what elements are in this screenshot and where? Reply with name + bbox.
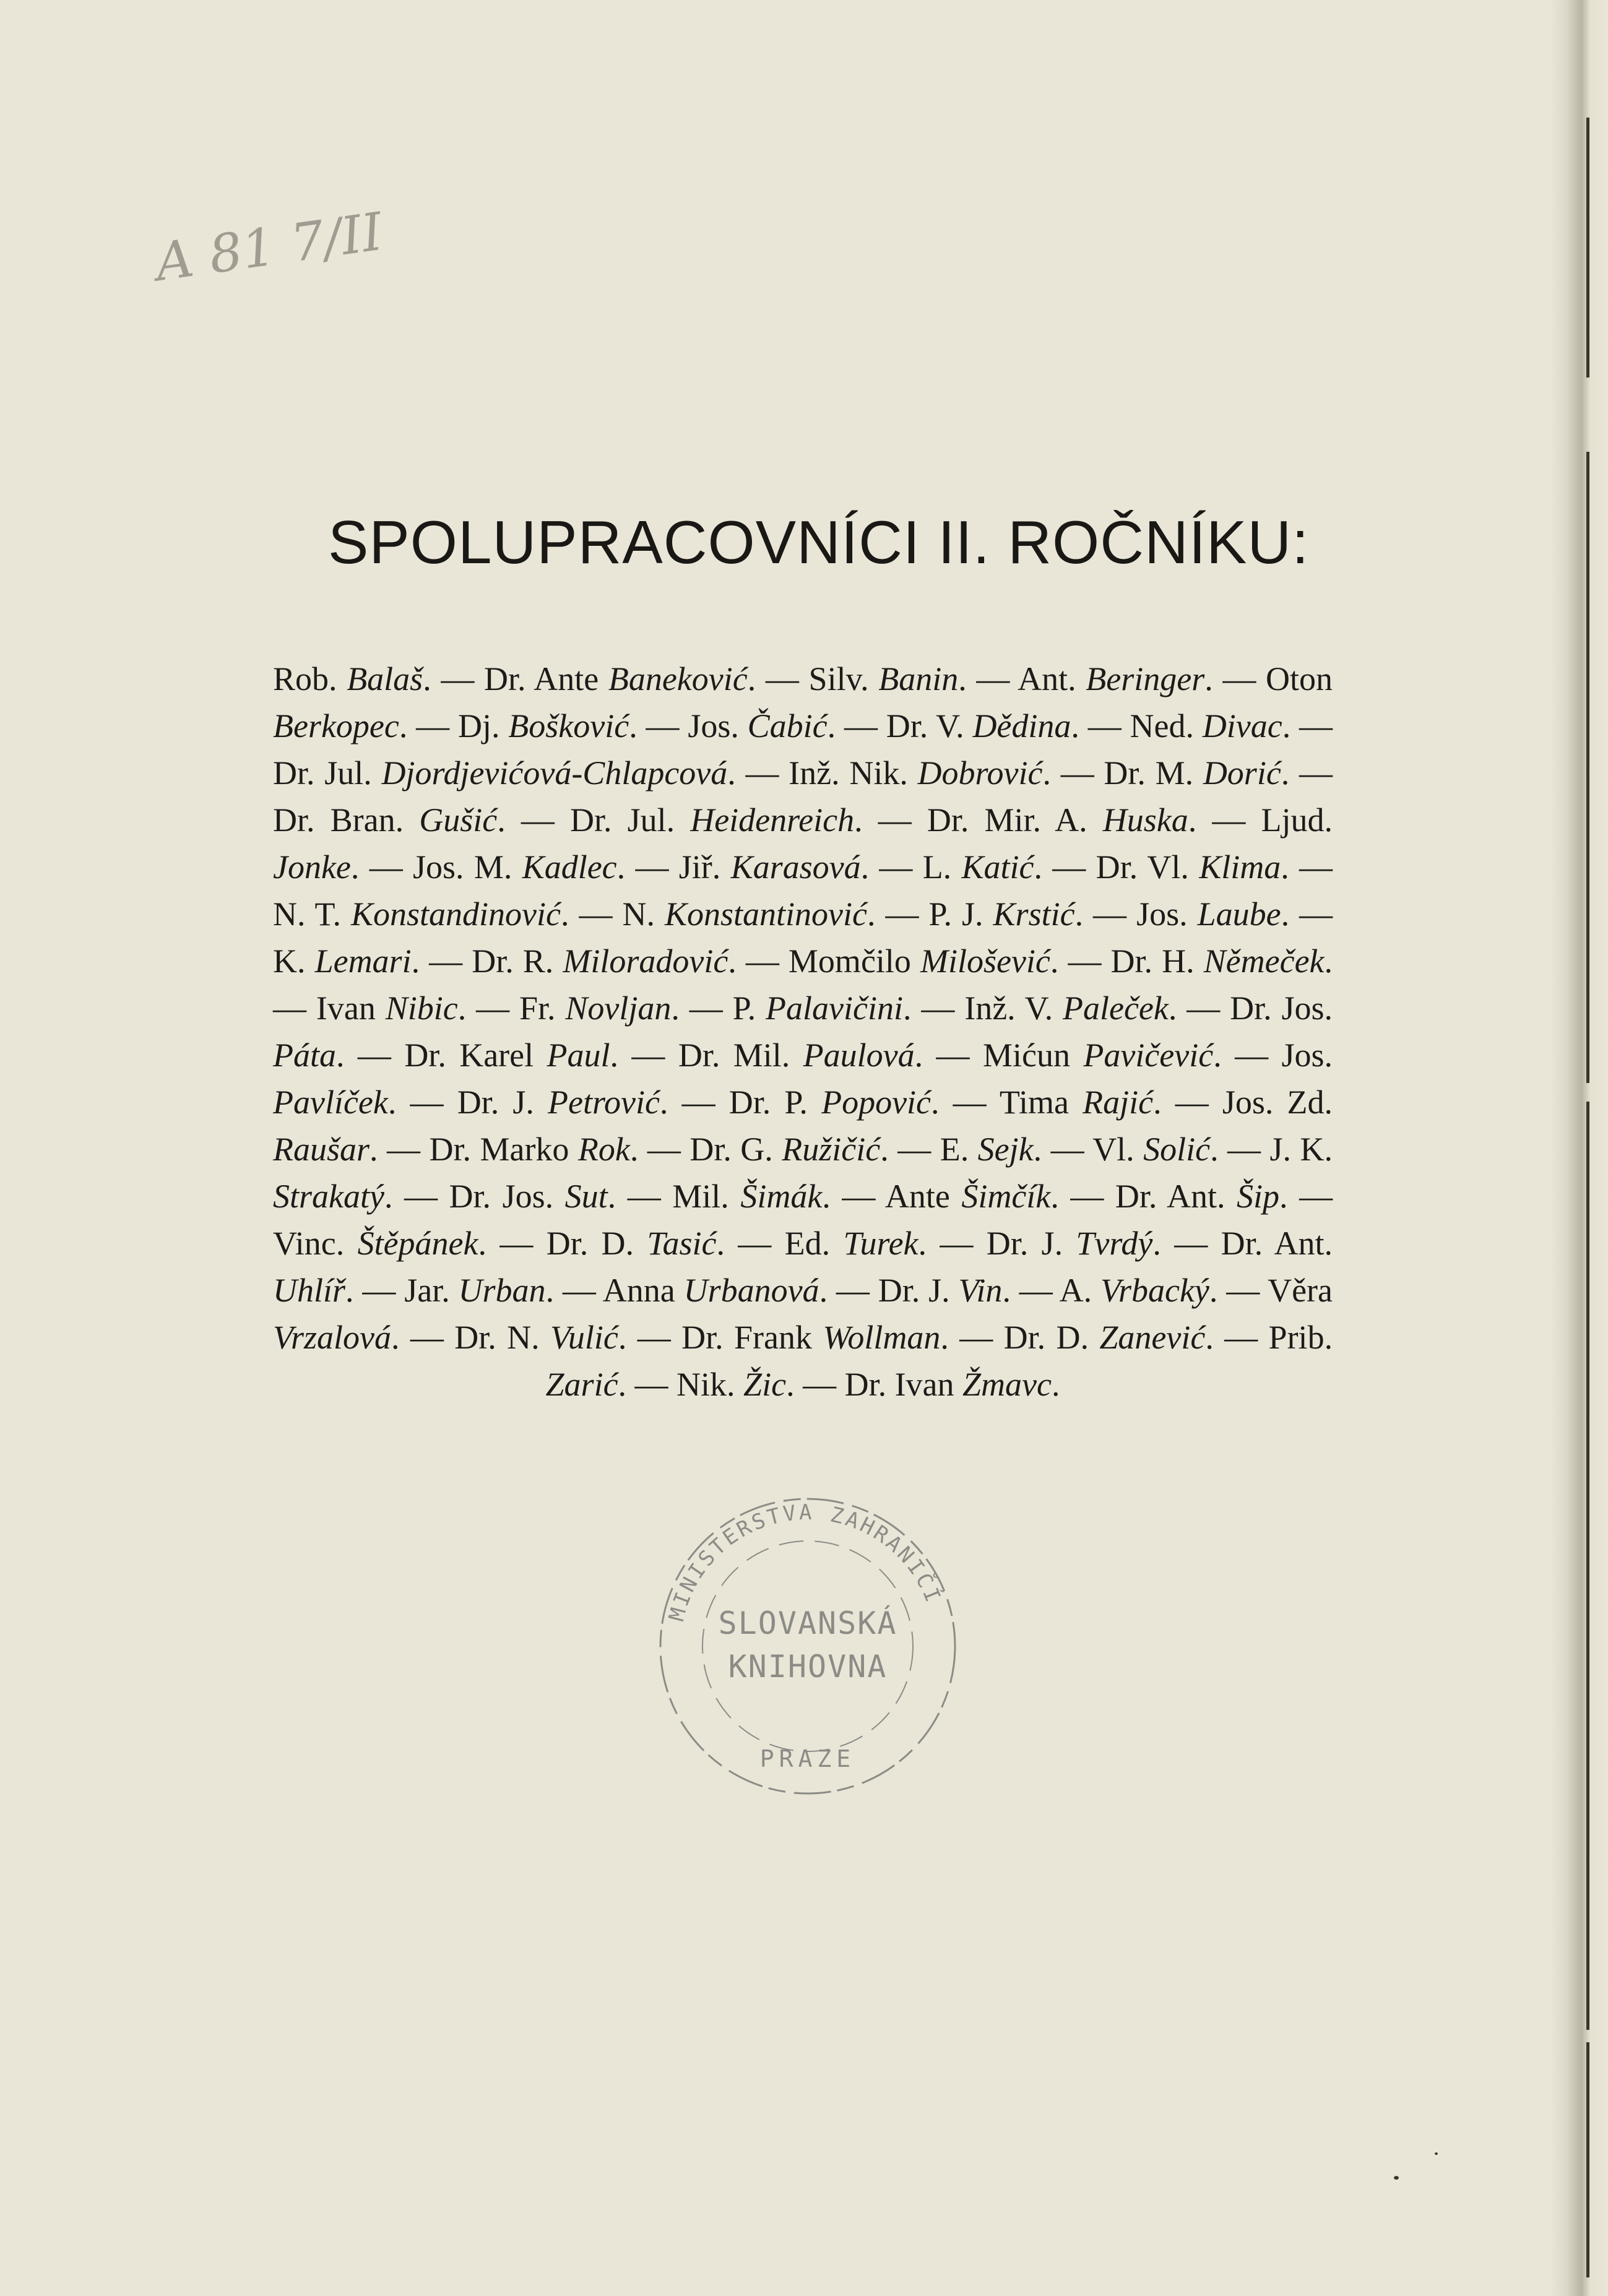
- contributor-surname: Konstantinović: [664, 896, 867, 933]
- entry-separator: —: [1287, 1178, 1333, 1215]
- contributor-surname: Gušić: [419, 801, 498, 839]
- contributor-surname: Balaš: [347, 660, 423, 697]
- contributor-entry: Inž. V.: [964, 990, 1063, 1027]
- entry-separator: —: [927, 1225, 987, 1262]
- contributor-surname: Urban: [458, 1272, 546, 1309]
- contributor-entry: Dr. H.: [1110, 943, 1204, 980]
- contributor-surname: Solić: [1143, 1131, 1211, 1168]
- contributor-entry: Inž. Nik.: [789, 754, 918, 792]
- entry-separator: —: [1010, 1272, 1060, 1309]
- entry-separator: —: [869, 848, 923, 886]
- contributor-entry: Dr. Ant.: [1115, 1178, 1237, 1215]
- binding-edge: [1549, 0, 1608, 2296]
- contributor-surname: Lemari: [314, 943, 412, 980]
- contributor-entry: Dr. R.: [472, 943, 563, 980]
- contributor-surname: Konstandinović: [351, 896, 561, 933]
- contributor-surname: Němeček: [1203, 943, 1325, 980]
- contributor-entry: L.: [922, 848, 962, 886]
- entry-separator: —: [1289, 754, 1333, 792]
- contributor-entry: Dr. M.: [1104, 754, 1203, 792]
- entry-separator: —: [626, 1319, 682, 1356]
- contributor-surname: Banin: [878, 660, 959, 697]
- contributor-entry: Silv.: [808, 660, 879, 697]
- contributor-surname: Šimčík: [961, 1178, 1051, 1215]
- contributor-surname: Karasová: [730, 848, 861, 886]
- contributor-surname: Laube: [1197, 896, 1281, 933]
- entry-separator: —: [399, 1319, 455, 1356]
- contributor-surname: Kadlec: [522, 848, 617, 886]
- contributor-surname: Zarić: [545, 1366, 618, 1403]
- contributor-surname: Huska: [1102, 801, 1188, 839]
- entry-separator: —: [1079, 707, 1130, 744]
- contributor-entry: Dr. Frank: [681, 1319, 823, 1356]
- contributor-surname: Djordjevićová-Chlapcová: [381, 754, 728, 792]
- entry-separator: —: [1289, 848, 1333, 886]
- contributor-entry: Ivan: [316, 990, 386, 1027]
- contributor-entry: Fr.: [519, 990, 566, 1027]
- contributor-surname: Vrzalová: [273, 1319, 391, 1356]
- contributor-surname: Novljan: [565, 990, 672, 1027]
- contributor-surname: Páta: [273, 1037, 336, 1074]
- contributor-entry: Dr. G.: [689, 1131, 782, 1168]
- entry-separator: —: [637, 707, 688, 744]
- contributor-entry: Dr. Ant.: [1221, 1225, 1333, 1262]
- entry-separator: —: [378, 1131, 430, 1168]
- contributor-entry: Ned.: [1130, 707, 1203, 744]
- contributor-surname: Vrbacký: [1100, 1272, 1209, 1309]
- contributor-surname: Palavičini: [766, 990, 903, 1027]
- stamp-line-1: SLOVANSKÁ: [718, 1605, 897, 1641]
- contributor-entry: Ant.: [1018, 660, 1086, 697]
- contributor-entry: Dr. D.: [1003, 1319, 1100, 1356]
- contributor-surname: Nibic: [385, 990, 458, 1027]
- entry-separator: —: [1213, 1319, 1269, 1356]
- entry-separator: —: [1196, 801, 1261, 839]
- contributor-entry: Anna: [602, 1272, 684, 1309]
- contributor-surname: Štěpánek: [357, 1225, 478, 1262]
- binding-line-bottom: [1586, 2042, 1589, 2277]
- entry-separator: —: [1058, 943, 1111, 980]
- contributor-surname: Sut: [564, 1178, 608, 1215]
- contributor-surname: Strakatý: [273, 1178, 384, 1215]
- entry-separator: —: [1161, 1084, 1222, 1121]
- contributor-surname: Dorić: [1203, 754, 1281, 792]
- entry-separator: —: [828, 1272, 878, 1309]
- entry-separator: —: [359, 848, 413, 886]
- entry-separator: —: [396, 1084, 457, 1121]
- contributor-surname: Žmavc: [962, 1366, 1052, 1403]
- contributor-entry: Vinc.: [273, 1225, 358, 1262]
- entry-separator: —: [966, 660, 1018, 697]
- contributor-surname: Uhlíř: [273, 1272, 346, 1309]
- contributor-surname: Rajić: [1083, 1084, 1154, 1121]
- contributor-entry: P.: [732, 990, 766, 1027]
- contributor-surname: Wollman: [823, 1319, 941, 1356]
- binding-line-lower: [1586, 1102, 1589, 2030]
- contributor-entry: Dr. Vl.: [1096, 848, 1200, 886]
- entry-separator: —: [392, 1178, 449, 1215]
- contributor-entry: Momčilo: [788, 943, 920, 980]
- entry-separator: —: [618, 1037, 678, 1074]
- entry-separator: —: [626, 1366, 677, 1403]
- contributor-surname: Berkopec: [273, 707, 399, 744]
- entry-separator: —: [668, 1084, 729, 1121]
- contributor-entry: A.: [1059, 1272, 1100, 1309]
- contributor-surname: Zanević: [1099, 1319, 1206, 1356]
- contributor-entry: Jos. Zd.: [1222, 1084, 1333, 1121]
- entry-separator: —: [679, 990, 733, 1027]
- entry-separator: —: [1050, 754, 1104, 792]
- entry-separator: —: [431, 660, 485, 697]
- contributor-surname: Tasić: [647, 1225, 717, 1262]
- entry-separator: —: [923, 1037, 983, 1074]
- contributor-surname: Pavlíček: [273, 1084, 388, 1121]
- contributor-entry: N. T.: [273, 896, 351, 933]
- contributor-surname: Turek: [843, 1225, 919, 1262]
- contributor-entry: Dr. N.: [454, 1319, 550, 1356]
- contributor-entry: Jos.: [1136, 896, 1198, 933]
- contributor-entry: N.: [622, 896, 665, 933]
- entry-separator: —: [569, 896, 623, 933]
- contributor-surname: Jonke: [273, 848, 351, 886]
- contributor-entry: Dr. Jul.: [569, 801, 691, 839]
- contributor-entry: P. J.: [928, 896, 993, 933]
- contributor-surname: Sejk: [977, 1131, 1034, 1168]
- entry-separator: —: [1217, 1272, 1268, 1309]
- contributor-surname: Petrović: [548, 1084, 660, 1121]
- contributor-entry: Dj.: [457, 707, 509, 744]
- contributor-entry: Mil.: [672, 1178, 741, 1215]
- entry-separator: —: [830, 1178, 885, 1215]
- contributor-entry: Dr. Jos.: [449, 1178, 565, 1215]
- binding-line-middle: [1586, 452, 1589, 1083]
- contributor-surname: Tvrdý: [1076, 1225, 1153, 1262]
- contributor-entry: Věra: [1268, 1272, 1333, 1309]
- entry-separator: —: [625, 848, 679, 886]
- contributor-surname: Popović: [821, 1084, 932, 1121]
- contributor-entry: K.: [273, 943, 315, 980]
- entry-separator: —: [466, 990, 519, 1027]
- contributor-entry: Oton: [1266, 660, 1333, 697]
- entry-separator: —: [756, 660, 809, 697]
- entry-separator: —: [1042, 1131, 1093, 1168]
- entry-separator: —: [273, 990, 316, 1027]
- contributor-entry: Dr. Jul.: [273, 754, 382, 792]
- entry-separator: —: [486, 1225, 547, 1262]
- contributor-entry: Dr. Bran.: [273, 801, 420, 839]
- contributor-entry: Mićun: [982, 1037, 1084, 1074]
- entry-separator: —: [1218, 1131, 1270, 1168]
- entry-separator: —: [888, 1131, 940, 1168]
- entry-separator: —: [1161, 1225, 1221, 1262]
- contributor-entry: Jos. M.: [413, 848, 522, 886]
- entry-separator: —: [1083, 896, 1137, 933]
- contributor-surname: Krstić: [993, 896, 1075, 933]
- contributor-surname: Pavičević: [1083, 1037, 1214, 1074]
- entry-separator: —: [1058, 1178, 1115, 1215]
- contributor-entry: Ljud.: [1261, 801, 1333, 839]
- contributor-surname: Milošević: [920, 943, 1050, 980]
- entry-separator: —: [420, 943, 472, 980]
- contributor-surname: Dědina: [972, 707, 1071, 744]
- entry-separator: —: [1042, 848, 1096, 886]
- stamp-ring-text: MINISTERSTVA ZAHRANIČÍ: [664, 1500, 946, 1624]
- entry-separator: —: [505, 801, 570, 839]
- entry-separator: —: [616, 1178, 673, 1215]
- pencil-shelfmark: A 81 7/II: [151, 201, 387, 293]
- contributor-surname: Paul: [547, 1037, 610, 1074]
- contributor-surname: Vulić: [550, 1319, 618, 1356]
- contributor-surname: Bošković: [508, 707, 629, 744]
- contributor-entry: Dr. Ivan: [844, 1366, 963, 1403]
- contributor-entry: Dr. V.: [886, 707, 973, 744]
- contributor-surname: Miloradović: [563, 943, 728, 980]
- contributor-surname: Šip: [1237, 1178, 1280, 1215]
- entry-separator: —: [735, 754, 789, 792]
- contributor-surname: Heidenreich: [690, 801, 855, 839]
- contributor-surname: Urbanová: [683, 1272, 819, 1309]
- entry-separator: —: [1221, 1037, 1282, 1074]
- contributor-entry: Dr. D.: [546, 1225, 647, 1262]
- contributor-entry: Dr. Ante: [484, 660, 608, 697]
- library-stamp: [653, 1491, 962, 1801]
- entry-separator: —: [736, 943, 789, 980]
- stamp-bottom-text: PRAZE: [759, 1745, 856, 1772]
- contributor-surname: Paleček: [1063, 990, 1169, 1027]
- entry-separator: —: [862, 801, 927, 839]
- contributor-surname: Paulová: [803, 1037, 915, 1074]
- entry-separator: —: [911, 990, 965, 1027]
- entry-separator: —: [948, 1319, 1004, 1356]
- contributor-surname: Klima: [1199, 848, 1281, 886]
- contributor-entry: Rob.: [273, 660, 347, 697]
- contributor-entry: Jiř.: [678, 848, 731, 886]
- contributor-entry: Jar.: [404, 1272, 459, 1309]
- contributor-surname: Beringer: [1086, 660, 1205, 697]
- contributor-surname: Šimák: [740, 1178, 823, 1215]
- entry-separator: —: [1212, 660, 1266, 697]
- contributor-surname: Baneković: [608, 660, 748, 697]
- entry-separator: —: [939, 1084, 1000, 1121]
- entry-separator: —: [344, 1037, 405, 1074]
- contributor-surname: Dobrović: [917, 754, 1043, 792]
- contributor-entry: Dr. Mir. A.: [927, 801, 1103, 839]
- contributor-entry: Dr. J.: [878, 1272, 959, 1309]
- entry-separator: —: [875, 896, 929, 933]
- entry-separator: —: [836, 707, 886, 744]
- stamp-line-2: KNIHOVNA: [728, 1649, 888, 1685]
- entry-separator: —: [1290, 707, 1333, 744]
- contributor-entry: Jos.: [1281, 1037, 1333, 1074]
- entry-separator: —: [1177, 990, 1230, 1027]
- contributor-entry: Dr. J.: [457, 1084, 548, 1121]
- entry-separator: —: [554, 1272, 603, 1309]
- contributor-entry: Tima: [999, 1084, 1083, 1121]
- entry-separator: —: [724, 1225, 785, 1262]
- contributor-surname: Raušar: [273, 1131, 370, 1168]
- contributor-entry: Jos.: [688, 707, 748, 744]
- contributor-surname: Katić: [961, 848, 1034, 886]
- contributor-surname: Čabić: [747, 707, 828, 744]
- contributor-entry: Dr. P.: [728, 1084, 822, 1121]
- contributor-entry: Dr. Marko: [429, 1131, 578, 1168]
- binding-line-top: [1586, 118, 1589, 378]
- contributor-entry: E.: [940, 1131, 978, 1168]
- entry-separator: —: [1289, 896, 1333, 933]
- entry-separator: —: [407, 707, 458, 744]
- contributors-list: Rob. Balaš. — Dr. Ante Baneković. — Silv. Banin. — Ant. Beringer. — Oton Berkopec. — Dj. Bošković. — Jos. Čabić. — Dr. V. Dědina. — Ned. Divac. — Dr. Jul. Djordjevićová-Chlapcová. — Inž. Nik. Dobrović. — Dr. M. Dorić. — Dr. Bran. Gušić. — Dr. Jul. Heidenreich. — Dr. Mir. A. Huska. — Ljud. Jonke. — Jos. M. Kadlec. — Jiř. Karasová. — L. Katić. — Dr. Vl. Klima. — N. T. Konstandinović. — N. Konstantinović. — P. J. Krstić. — Jos. Laube. — K. Lemari. — Dr. R. Miloradović. — Momčilo Milošević. — Dr. H. Němeček. — Ivan Nibic. — Fr. Novljan. — P. Palavičini. — Inž. V. Paleček. — Dr. Jos. Páta. — Dr. Karel Paul. — Dr. Mil. Paulová. — Mićun Pavičević. — Jos. Pavlíček. — Dr. J. Petrović. — Dr. P. Popović. — Tima Rajić. — Jos. Zd. Raušar. — Dr. Marko Rok. — Dr. G. Ružičić. — E. Sejk. — Vl. Solić. — J. K. Strakatý. — Dr. Jos. Sut. — Mil. Šimák. — Ante Šimčík. — Dr. Ant. Šip. — Vinc. Štěpánek. — Dr. D. Tasić. — Ed. Turek. — Dr. J. Tvrdý. — Dr. Ant. Uhlíř. — Jar. Urban. — Anna Urbanová. — Dr. J. Vin. — A. Vrbacký. — Věra Vrzalová. — Dr. N. Vulić. — Dr. Frank Wollman. — Dr. D. Zanević. — Prib. Zarić. — Nik. Žic. — Dr. Ivan Žmavc.: [273, 660, 1333, 1403]
- contributor-surname: Rok: [577, 1131, 630, 1168]
- contributor-surname: Vin: [958, 1272, 1003, 1309]
- entry-separator: —: [353, 1272, 405, 1309]
- contributor-entry: Dr. J.: [986, 1225, 1076, 1262]
- contributor-surname: Divac: [1202, 707, 1282, 744]
- contributor-surname: Ružičić: [782, 1131, 881, 1168]
- contributor-entry: Vl.: [1092, 1131, 1144, 1168]
- page-title: SPOLUPRACOVNÍCI II. ROČNÍKU:: [328, 508, 1310, 576]
- contributor-entry: Ante: [884, 1178, 962, 1215]
- entry-separator: —: [794, 1366, 845, 1403]
- contributor-entry: Prib.: [1268, 1319, 1333, 1356]
- contributor-entry: Dr. Mil.: [678, 1037, 803, 1074]
- contributor-surname: Žic: [743, 1366, 787, 1403]
- paper-speck: [1435, 2152, 1438, 2155]
- contributor-entry: Nik.: [676, 1366, 744, 1403]
- contributor-entry: Dr. Karel: [404, 1037, 547, 1074]
- stamp-graphic: [653, 1491, 962, 1801]
- paper-speck: [1394, 2176, 1399, 2180]
- contributor-entry: Dr. Jos.: [1230, 990, 1333, 1027]
- contributor-entry: J. K.: [1269, 1131, 1333, 1168]
- entry-separator: —: [638, 1131, 690, 1168]
- contributor-entry: Ed.: [784, 1225, 844, 1262]
